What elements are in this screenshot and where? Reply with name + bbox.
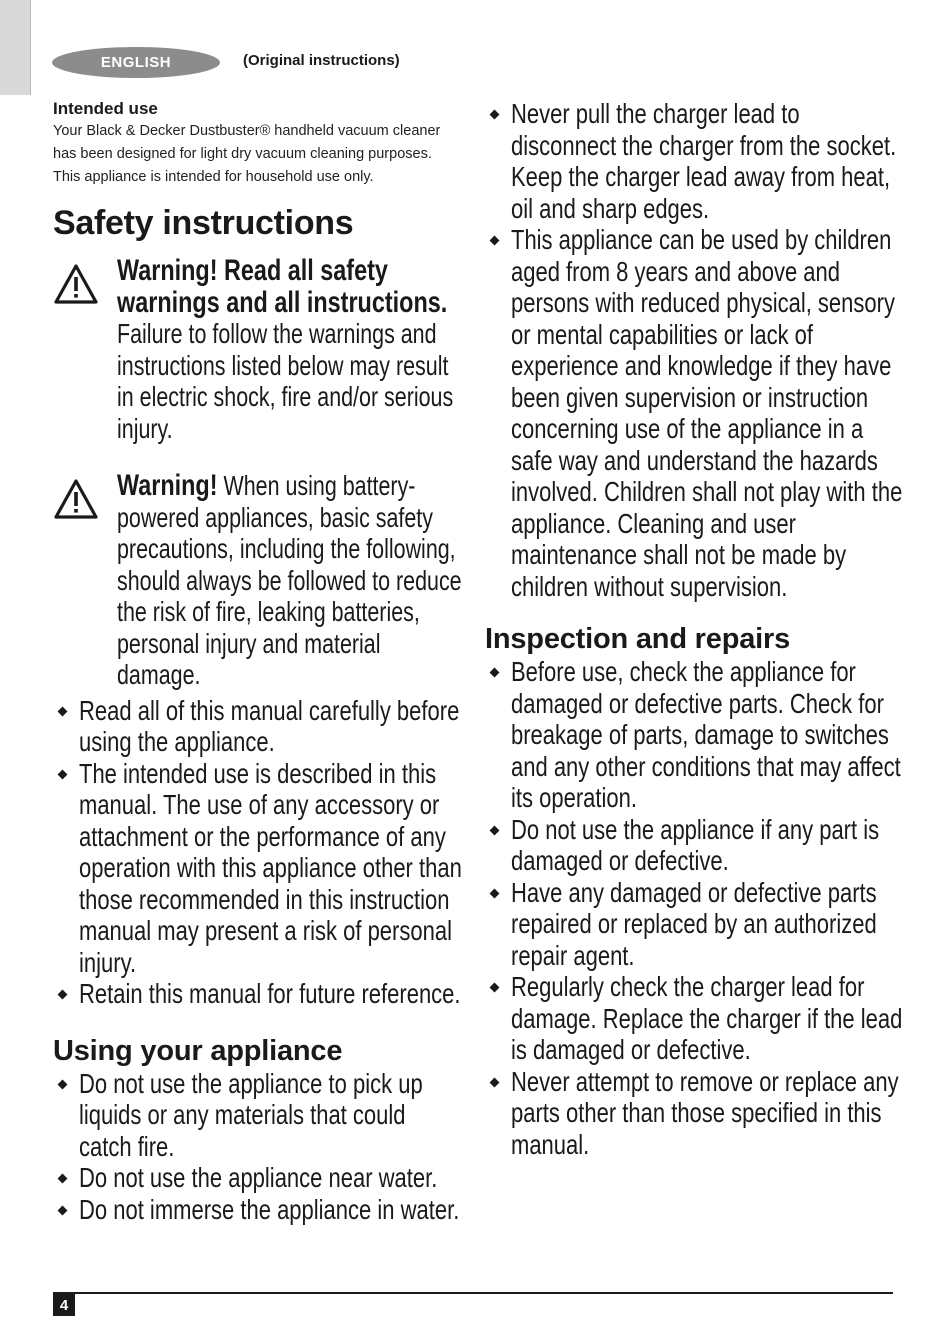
list-item-text: Read all of this manual carefully before using the appliance.	[79, 694, 460, 757]
list-item-text: Never pull the charger lead to disconnect the charger from the socket. Keep the charger lead away from heat, oil and sharp edges.	[511, 98, 897, 224]
list-item-text: Regularly check the charger lead for damage. Replace the charger if the lead is damaged or defective.	[511, 971, 903, 1065]
list-item	[485, 98, 905, 224]
list-item-text: Do not use the appliance to pick up liquids or any materials that could catch fire.	[79, 1067, 423, 1162]
diamond-bullet-icon	[58, 990, 68, 1000]
list-item-text: Never attempt to remove or replace any parts other than those specified in this manual.	[511, 1065, 899, 1160]
list-item-text: Do not use the appliance if any part is damaged or defective.	[511, 813, 880, 876]
warning-2-text: When using battery-powered appliances, basic safety precautions, including the following, should always be followed to reduce the risk of fire, leaking batteries, personal injury and material damage.	[117, 470, 462, 690]
list-item-text: This appliance can be used by children aged from 8 years and above and persons with reduced physical, sensory or mental capabilities or lack of experience and knowledge if they have been given supervision or instruction concerning use of the appliance in a safe way and understand the hazards involved. Children shall not play with the appliance. Cleaning and user maintenance shall not be made by children without supervision.	[511, 224, 903, 602]
list-item-text: Do not immerse the appliance in water.	[79, 1193, 460, 1225]
using-title: Using your appliance	[53, 1034, 343, 1067]
list-item-text: Before use, check the appliance for damaged or defective parts. Check for breakage of parts, damage to switches and any other conditions that may affect its operation.	[511, 656, 901, 813]
using-bullet-list	[53, 1068, 463, 1226]
diamond-bullet-icon	[58, 706, 68, 716]
list-item	[485, 656, 905, 814]
list-item-text: Have any damaged or defective parts repaired or replaced by an authorized repair agent.	[511, 876, 877, 971]
diamond-bullet-icon	[58, 1079, 68, 1089]
right-column	[485, 98, 905, 1160]
warning-triangle-icon	[53, 263, 99, 305]
intended-use-line: This appliance is intended for household use only.	[53, 169, 374, 185]
warning-2-bold: Warning!	[117, 469, 218, 502]
diamond-bullet-icon	[490, 888, 500, 898]
safety-title: Safety instructions	[53, 204, 354, 242]
list-item	[53, 1068, 463, 1163]
diamond-bullet-icon	[58, 1174, 68, 1184]
list-item	[53, 695, 463, 758]
diamond-bullet-icon	[490, 668, 500, 678]
list-item-text: Retain this manual for future reference.	[79, 978, 461, 1009]
intended-use-line: Your Black & Decker Dustbuster® handheld vacuum cleaner	[53, 123, 441, 139]
list-item	[53, 758, 463, 979]
list-item-text: Do not use the appliance near water.	[79, 1162, 438, 1193]
inspection-bullet-list	[485, 656, 905, 1160]
warning-triangle-icon	[53, 478, 99, 520]
warning-1-text: Failure to follow the warnings and instructions listed below may result in electric shock, fire and/or serious injury.	[117, 318, 454, 444]
intended-use-title: Intended use	[53, 99, 158, 118]
language-badge: ENGLISH	[52, 47, 220, 78]
list-item	[485, 224, 905, 602]
warning-1-bold: Warning! Read all safety warnings and all instructions.	[117, 254, 448, 319]
list-item	[53, 1194, 463, 1226]
inspection-title: Inspection and repairs	[485, 623, 791, 655]
list-item	[485, 971, 905, 1066]
diamond-bullet-icon	[490, 236, 500, 246]
edge-tab	[0, 0, 31, 95]
footer-divider	[53, 1292, 893, 1294]
page-number: 4	[53, 1294, 75, 1316]
safety-bullet-list	[53, 695, 463, 1010]
warning-block-2	[53, 470, 463, 691]
diamond-bullet-icon	[490, 825, 500, 835]
list-item	[485, 814, 905, 877]
diamond-bullet-icon	[490, 1077, 500, 1087]
diamond-bullet-icon	[490, 983, 500, 993]
warning-block-1	[53, 255, 463, 444]
list-item	[485, 1066, 905, 1161]
list-item	[53, 1162, 463, 1194]
list-item	[485, 877, 905, 972]
intended-use-line: has been designed for light dry vacuum cleaning purposes.	[53, 146, 432, 162]
right-bullet-list	[485, 98, 905, 602]
left-column	[53, 98, 463, 1225]
diamond-bullet-icon	[490, 110, 500, 120]
diamond-bullet-icon	[58, 1205, 68, 1215]
diamond-bullet-icon	[58, 769, 68, 779]
list-item	[53, 978, 463, 1010]
original-instructions-label: (Original instructions)	[243, 52, 400, 69]
list-item-text: The intended use is described in this manual. The use of any accessory or attachment or the performance of any operation with this appliance other than those recommended in this instruction manual may present a risk of personal injury.	[79, 757, 462, 978]
